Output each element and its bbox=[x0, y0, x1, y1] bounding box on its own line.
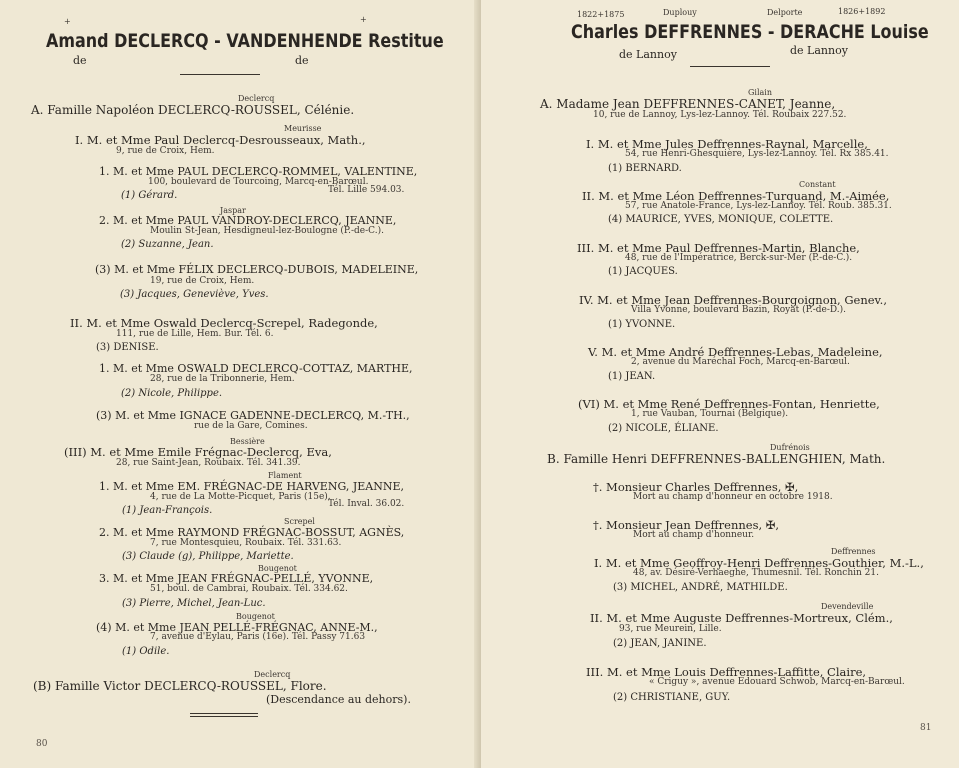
household-entry: (III) M. et Mme Emile Frégnac-Declercq, Eva, bbox=[64, 445, 332, 459]
family-heading: A. Madame Jean DEFFRENNES-CANET, Jeanne, bbox=[540, 97, 836, 111]
household-entry: 1. M. et Mme PAUL DECLERCQ-ROMMEL, VALENTINE, bbox=[99, 165, 418, 178]
household-entry: I. M. et Mme Paul Declercq-Desrousseaux, Math., bbox=[75, 133, 366, 147]
address: 1, rue Vauban, Tournai (Belgique). bbox=[631, 409, 789, 419]
phone: Tél. Lille 594.03. bbox=[328, 185, 405, 195]
children: (1) Odile. bbox=[122, 646, 170, 657]
children: (1) JACQUES. bbox=[608, 266, 678, 277]
maiden-name: Bougenot bbox=[236, 612, 275, 621]
address: « Criguy », avenue Edouard Schwob, Marcq-en-Barœul. bbox=[649, 677, 905, 687]
phone: Tél. Inval. 36.02. bbox=[328, 499, 405, 509]
address: 100, boulevard de Tourcoing, Marcq-en-Barœul. bbox=[148, 177, 369, 187]
children: (3) MICHEL, ANDRÉ, MATHILDE. bbox=[613, 582, 788, 593]
family-heading: A. Famille Napoléon DECLERCQ-ROUSSEL, Célénie. bbox=[31, 103, 355, 117]
household-entry: I. M. et Mme Geoffroy-Henri Deffrennes-Gouthier, M.-L., bbox=[594, 556, 924, 570]
address: 51, boul. de Cambrai, Roubaix. Tél. 334.62. bbox=[150, 584, 348, 594]
address: 48, av. Désiré-Verhaeghe, Thumesnil. Tél. Ronchin 21. bbox=[633, 568, 879, 578]
children: (1) Gérard. bbox=[121, 190, 178, 201]
children: (3) Pierre, Michel, Jean-Luc. bbox=[122, 598, 266, 609]
address: Villa Yvonne, boulevard Bazin, Royat (P.-de-D.). bbox=[631, 305, 846, 315]
household-entry: III. M. et Mme Louis Deffrennes-Laffitte, Claire, bbox=[586, 665, 867, 679]
address: Moulin St-Jean, Hesdigneul-lez-Boulogne (P.-de-C.). bbox=[150, 226, 384, 236]
children: (1) JEAN. bbox=[608, 371, 656, 382]
de-label: de bbox=[73, 54, 87, 67]
children: (4) MAURICE, YVES, MONIQUE, COLETTE. bbox=[608, 214, 834, 225]
address: 9, rue de Croix, Hem. bbox=[116, 146, 215, 156]
children: (2) NICOLE, ÉLIANE. bbox=[608, 423, 719, 434]
maiden-name: Screpel bbox=[284, 517, 315, 526]
household-entry: (3) M. et Mme IGNACE GADENNE-DECLERCQ, M.-TH., bbox=[96, 409, 410, 422]
de-lannoy-label: de Lannoy bbox=[619, 48, 677, 61]
household-entry: I. M. et Mme Jules Deffrennes-Raynal, Marcelle, bbox=[586, 137, 868, 151]
children: (3) Jacques, Geneviève, Yves. bbox=[120, 289, 269, 300]
maiden-name: Deffrennes bbox=[831, 547, 876, 556]
address: 28, rue de la Tribonnerie, Hem. bbox=[150, 374, 295, 384]
cross-mark: + bbox=[360, 15, 367, 24]
cross-mark: + bbox=[64, 17, 71, 26]
end-rule bbox=[190, 713, 258, 714]
page-number: 81 bbox=[920, 723, 932, 733]
address: 48, rue de l'Impératrice, Berck-sur-Mer (P.-de-C.). bbox=[625, 253, 853, 263]
maiden-name: Gilain bbox=[748, 88, 772, 97]
household-entry: IV. M. et Mme Jean Deffrennes-Bourgoignon, Genev., bbox=[579, 293, 887, 307]
household-entry: 1. M. et Mme EM. FRÉGNAC-DE HARVENG, JEANNE, bbox=[99, 480, 405, 493]
descendance-note: (Descendance au dehors). bbox=[266, 693, 411, 706]
maiden-name: Bessière bbox=[230, 437, 265, 446]
maiden-name: Jaspar bbox=[220, 206, 246, 215]
life-dates: 1826+1892 bbox=[838, 7, 886, 16]
children: (2) CHRISTIANE, GUY. bbox=[613, 692, 731, 703]
children: (3) DENISE. bbox=[96, 342, 159, 353]
children: (3) Claude (g), Philippe, Mariette. bbox=[122, 551, 294, 562]
maiden-name: Delporte bbox=[767, 8, 803, 17]
address: 2, avenue du Maréchal Foch, Marcq-en-Barœul. bbox=[631, 357, 850, 367]
maiden-name: Duplouy bbox=[663, 8, 697, 17]
address: 7, rue Montesquieu, Roubaix. Tél. 331.63. bbox=[150, 538, 342, 548]
maiden-name: Constant bbox=[799, 180, 836, 189]
maiden-name: Devendeville bbox=[821, 602, 874, 611]
right-page bbox=[481, 0, 959, 768]
maiden-name: Bougenot bbox=[258, 564, 297, 573]
de-lannoy-label: de Lannoy bbox=[790, 44, 848, 57]
maiden-name: Dufrénois bbox=[770, 443, 810, 452]
household-entry: (4) M. et Mme JEAN PELLÉ-FRÉGNAC, ANNE-M., bbox=[96, 621, 378, 634]
household-entry: III. M. et Mme Paul Deffrennes-Martin, Blanche, bbox=[577, 241, 860, 255]
end-rule bbox=[190, 716, 258, 717]
children: (2) Nicole, Philippe. bbox=[121, 388, 223, 399]
children: (1) Jean-François. bbox=[122, 505, 213, 516]
family-heading: (B) Famille Victor DECLERCQ-ROUSSEL, Flore. bbox=[33, 679, 327, 693]
household-entry: 3. M. et Mme JEAN FRÉGNAC-PELLÉ, YVONNE, bbox=[99, 572, 374, 585]
maiden-name: Meurisse bbox=[284, 124, 322, 133]
title-rule bbox=[690, 66, 770, 67]
title-rule bbox=[180, 74, 260, 75]
memorial-entry: †. Monsieur Jean Deffrennes, ✠, bbox=[593, 518, 780, 532]
maiden-name: Flament bbox=[268, 471, 302, 480]
address: 93, rue Meurein, Lille. bbox=[619, 624, 722, 634]
household-entry: II. M. et Mme Oswald Declercq-Screpel, Radegonde, bbox=[70, 316, 378, 330]
address: 28, rue Saint-Jean, Roubaix. Tél. 341.39. bbox=[116, 458, 301, 468]
memorial-entry: †. Monsieur Charles Deffrennes, ✠, bbox=[593, 480, 799, 494]
address: rue de la Gare, Comines. bbox=[194, 421, 308, 431]
children: (2) JEAN, JANINE. bbox=[613, 638, 707, 649]
household-entry: II. M. et Mme Auguste Deffrennes-Mortreux, Clém., bbox=[590, 611, 893, 625]
household-entry: 1. M. et Mme OSWALD DECLERCQ-COTTAZ, MARTHE, bbox=[99, 362, 413, 375]
page-title: Charles DEFFRENNES - DERACHE Louise bbox=[571, 21, 929, 43]
household-entry: (VI) M. et Mme René Deffrennes-Fontan, Henriette, bbox=[578, 397, 880, 411]
address: 111, rue de Lille, Hem. Bur. Tél. 6. bbox=[116, 329, 274, 339]
household-entry: 2. M. et Mme PAUL VANDROY-DECLERCQ, JEANNE, bbox=[99, 214, 397, 227]
life-dates: 1822+1875 bbox=[577, 10, 625, 19]
address: 7, avenue d'Eylau, Paris (16e). Tél. Passy 71.63 bbox=[150, 632, 366, 642]
memorial-note: Mort au champ d'honneur en octobre 1918. bbox=[633, 492, 833, 502]
de-label: de bbox=[295, 54, 309, 67]
address: 10, rue de Lannoy, Lys-lez-Lannoy. Tél. Roubaix 227.52. bbox=[593, 110, 847, 120]
household-entry: II. M. et Mme Léon Deffrennes-Turquand, M.-Aimée, bbox=[582, 189, 890, 203]
page-title: Amand DECLERCQ - VANDENHENDE Restitue bbox=[46, 30, 444, 52]
page-number: 80 bbox=[36, 739, 48, 749]
household-entry: (3) M. et Mme FÉLIX DECLERCQ-DUBOIS, MADELEINE, bbox=[95, 263, 419, 276]
children: (1) YVONNE. bbox=[608, 319, 676, 330]
household-entry: 2. M. et Mme RAYMOND FRÉGNAC-BOSSUT, AGNÈS, bbox=[99, 526, 405, 539]
family-heading: B. Famille Henri DEFFRENNES-BALLENGHIEN, Math. bbox=[547, 452, 886, 466]
memorial-note: Mort au champ d'honneur. bbox=[633, 530, 755, 540]
children: (2) Suzanne, Jean. bbox=[121, 239, 214, 250]
address: 57, rue Anatole-France, Lys-lez-Lannoy. Tél. Roub. 385.31. bbox=[625, 201, 892, 211]
address: 54, rue Henri-Ghesquière, Lys-lez-Lannoy. Tél. Rx 385.41. bbox=[625, 149, 889, 159]
household-entry: V. M. et Mme André Deffrennes-Lebas, Madeleine, bbox=[588, 345, 883, 359]
maiden-name: Declercq bbox=[238, 94, 275, 103]
maiden-name: Declercq bbox=[254, 670, 291, 679]
children: (1) BERNARD. bbox=[608, 163, 682, 174]
address: 19, rue de Croix, Hem. bbox=[150, 276, 255, 286]
address: 4, rue de La Motte-Picquet, Paris (15e). bbox=[150, 492, 331, 502]
